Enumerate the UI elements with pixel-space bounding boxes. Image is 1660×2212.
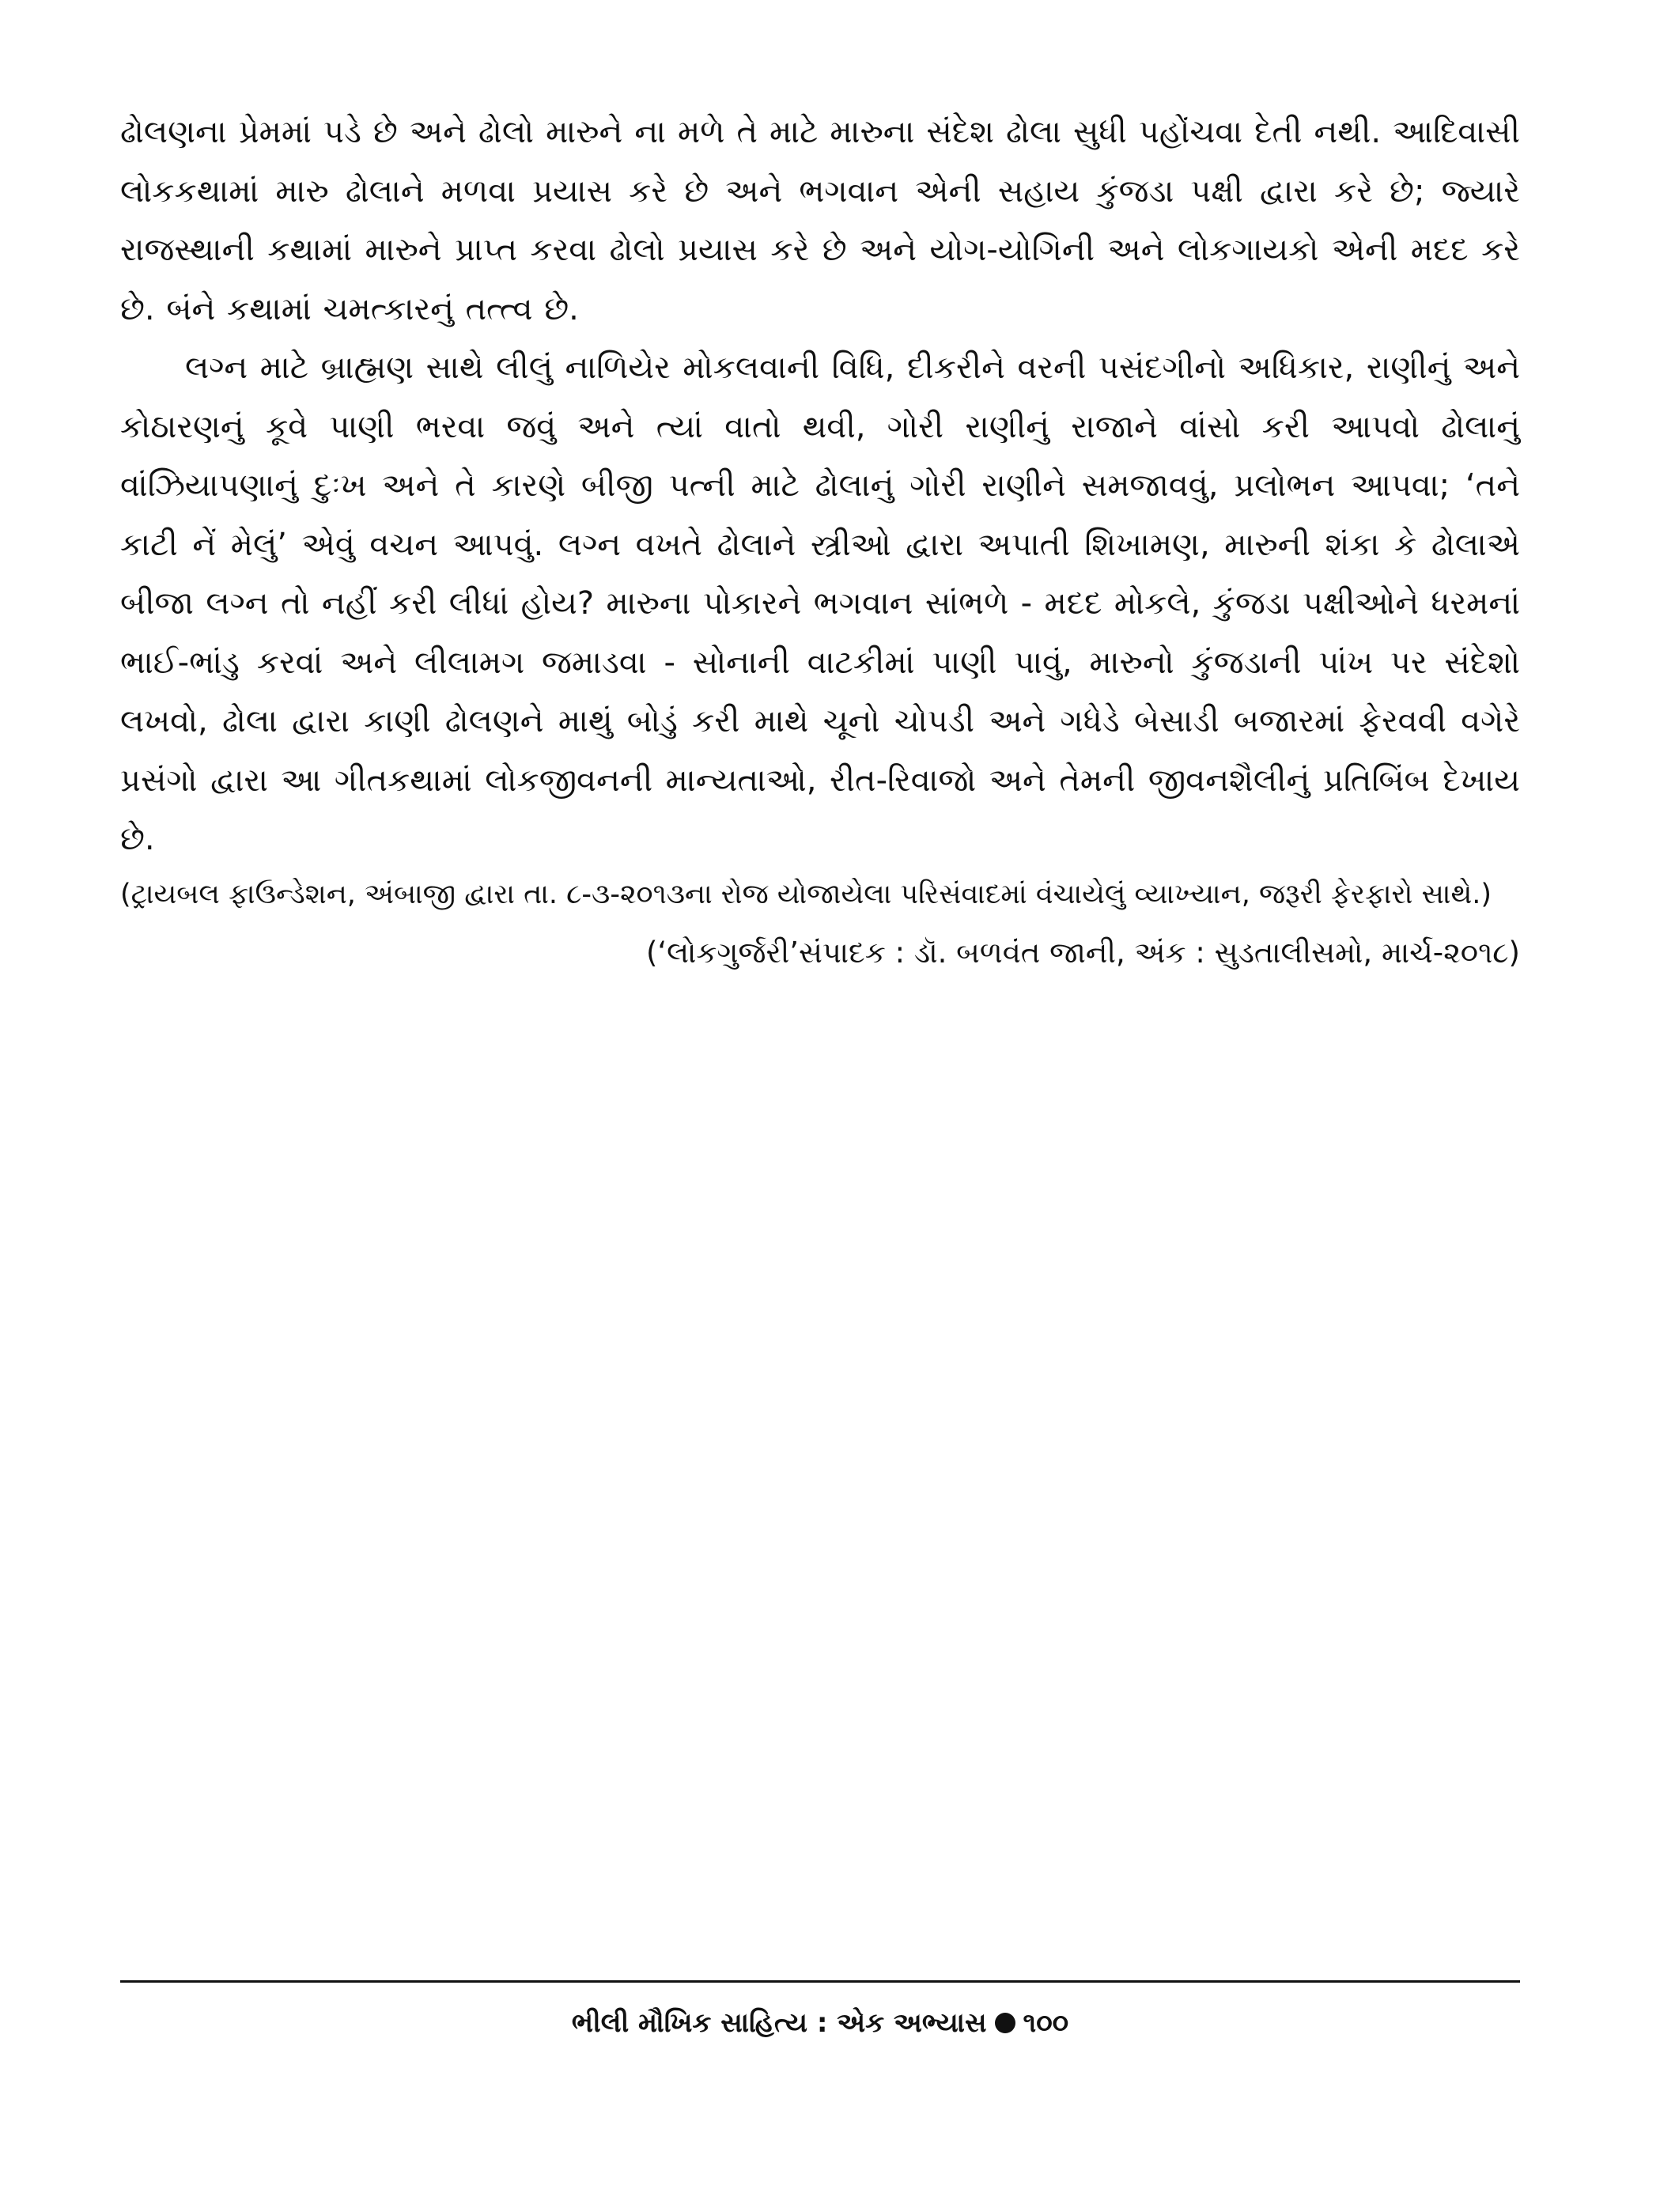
page-footer <box>120 1999 1520 2047</box>
body-text <box>120 103 1520 977</box>
footer-divider <box>120 1980 1520 1983</box>
footer-book-title: ભીલી મૌખિક સાહિત્ય : એક અભ્યાસ <box>571 2007 987 2039</box>
source-citation: (‘લોકગુર્જરી’સંપાદક : ડૉ. બળવંત જાની, અંક : સુડતાલીસમો, માર્ચ-૨૦૧૮) <box>645 935 1520 970</box>
footnote-lecture-note: (ટ્રાયબલ ફાઉન્ડેશન, અંબાજી દ્વારા તા. ૮-૩-૨૦૧૩ના રોજ યોજાયેલા પરિસંવાદમાં વંચાયેલું વ્યાખ્યાન, જરૂરી ફેરફારો સાથે.) <box>120 878 1492 910</box>
paragraph-1: ઢોલણના પ્રેમમાં પડે છે અને ઢોલો મારુને ના મળે તે માટે મારુના સંદેશ ઢોલા સુધી પહોંચવા દેતી નથી. આદિવાસી લોકકથામાં મારુ ઢોલાને મળવા પ્રયાસ કરે છે અને ભગવાન એની સહાય કુંજડા પક્ષી દ્વારા કરે છે; જ્યારે રાજસ્થાની કથામાં મારુને પ્રાપ્ત કરવા ઢોલો પ્રયાસ કરે છે અને યોગ-યોગિની અને લોકગાયકો એની મદદ કરે છે. બંને કથામાં ચમત્કારનું તત્ત્વ છે. <box>120 114 1520 327</box>
bullet-icon <box>995 2013 1015 2033</box>
page-number: ૧૦૦ <box>1023 2007 1069 2039</box>
paragraph-2: લગ્ન માટે બ્રાહ્મણ સાથે લીલું નાળિયેર મોકલવાની વિધિ, દીકરીને વરની પસંદગીનો અધિકાર, રાણીનું અને કોઠારણનું કૂવે પાણી ભરવા જવું અને ત્યાં વાતો થવી, ગોરી રાણીનું રાજાને વાંસો કરી આપવો ઢોલાનું વાંઝિયાપણાનું દુઃખ અને તે કારણે બીજી પત્ની માટે ઢોલાનું ગોરી રાણીને સમજાવવું, પ્રલોભન આપવા; ‘તને કાટી નેં મેલું’ એવું વચન આપવું. લગ્ન વખતે ઢોલાને સ્ત્રીઓ દ્વારા અપાતી શિખામણ, મારુની શંકા કે ઢોલાએ બીજા લગ્ન તો નહીં કરી લીધાં હોય? મારુના પોકારને ભગવાન સાંભળે - મદદ મોકલે, કુંજડા પક્ષીઓને ધરમનાં ભાઈ-ભાંડુ કરવાં અને લીલામગ જમાડવા - સોનાની વાટકીમાં પાણી પાવું, મારુનો કુંજડાની પાંખ પર સંદેશો લખવો, ઢોલા દ્વારા કાણી ઢોલણને માથું બોડું કરી માથે ચૂનો ચોપડી અને ગધેડે બેસાડી બજારમાં ફેરવવી વગેરે પ્રસંગો દ્વારા આ ગીતકથામાં લોકજીવનની માન્યતાઓ, રીત-રિવાજો અને તેમની જીવનશૈલીનું પ્રતિબિંબ દેખાય છે. <box>120 350 1520 857</box>
